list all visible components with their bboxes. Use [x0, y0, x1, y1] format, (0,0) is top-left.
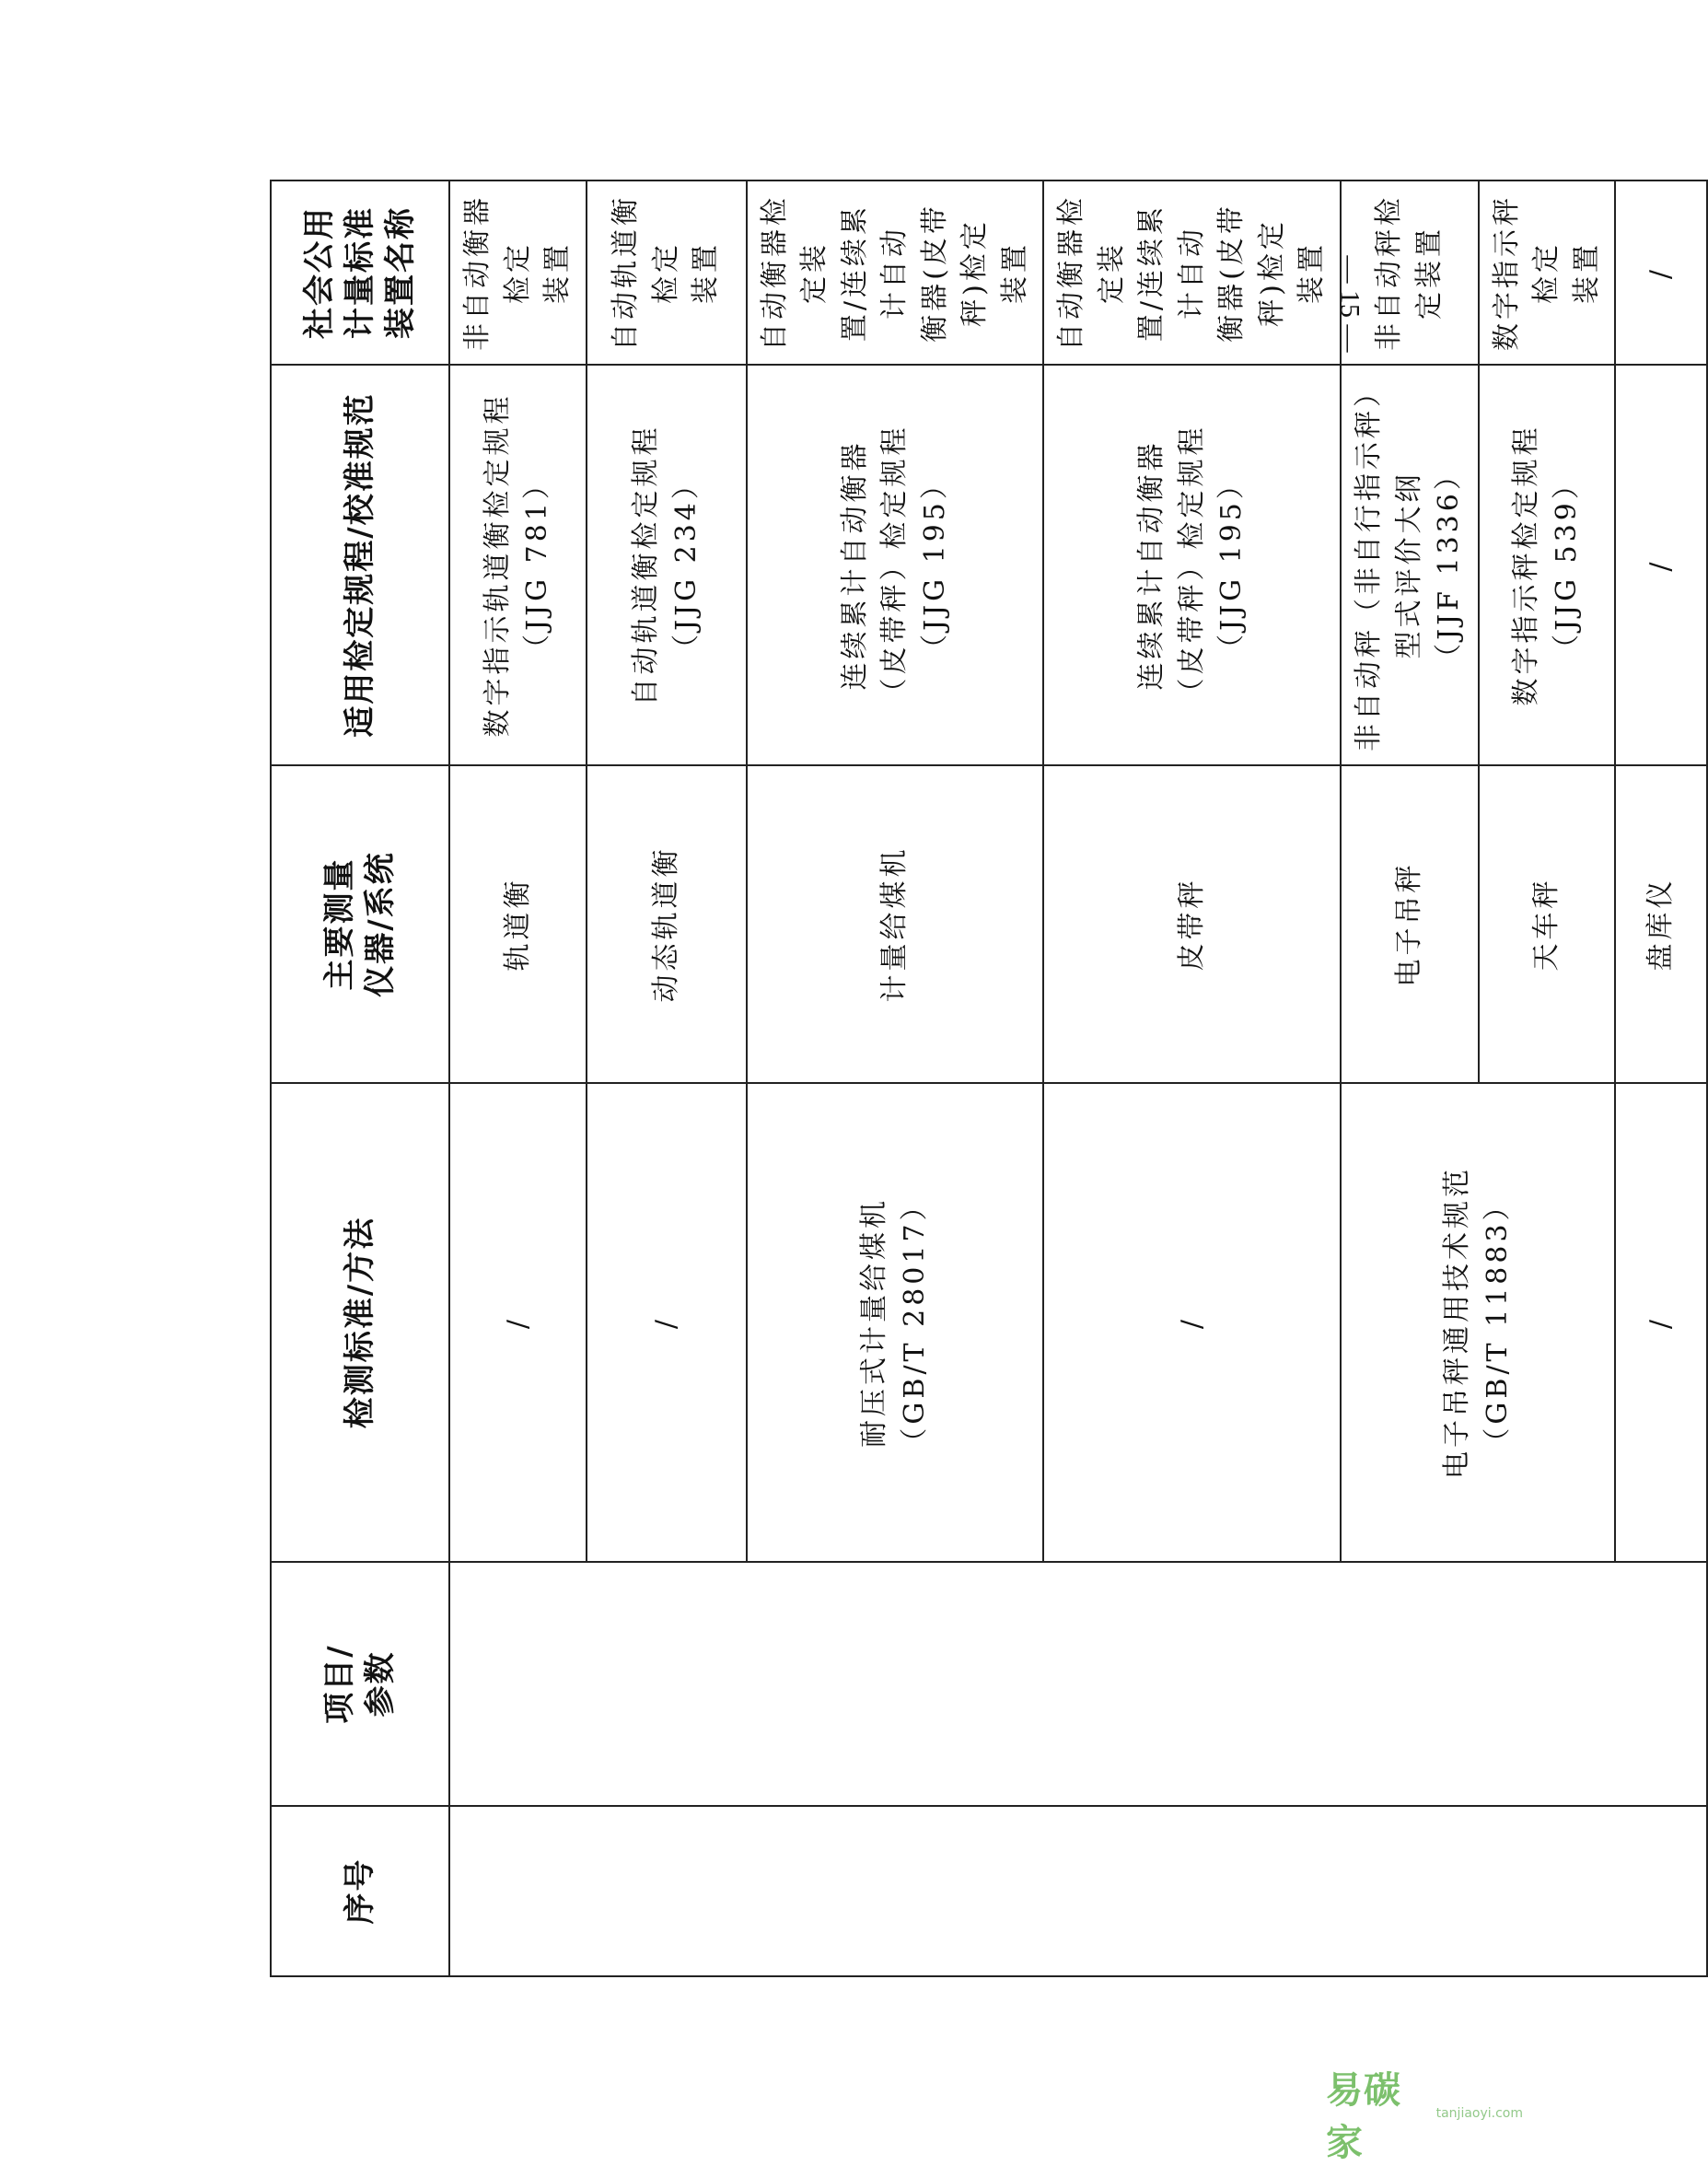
- instrument-cell: 动态轨道衡: [587, 765, 747, 1083]
- standard-cell: 自动轨道衡检定 装置: [587, 180, 747, 365]
- watermark-mark: 易碳家: [1326, 2069, 1401, 2164]
- param-cell: [449, 1562, 1707, 1806]
- regulation-cell: 连续累计自动衡器 （皮带秤）检定规程 （JJG 195）: [1043, 365, 1341, 765]
- regulation-cell: 数字指示轨道衡检定规程 （JJG 781）: [449, 365, 587, 765]
- method-cell: /: [449, 1083, 587, 1562]
- standard-cell: 自动衡器检定装 置/连续累计自动 衡器(皮带秤)检定 装置: [747, 180, 1044, 365]
- spec-table: [270, 180, 1708, 1977]
- standard-cell: 非自动衡器检定 装置: [449, 180, 587, 365]
- standard-cell: 数字指示秤检定 装置: [1479, 180, 1616, 365]
- instrument-cell: 天车秤: [1479, 765, 1616, 1083]
- regulation-cell: 非自动秤（非自行指示秤） 型式评价大纲 （JJF 1336）: [1341, 365, 1479, 765]
- method-cell: 耐压式计量给煤机 （GB/T 28017）: [747, 1083, 1044, 1562]
- method-cell: /: [1615, 1083, 1707, 1562]
- table-row: [449, 180, 587, 1976]
- instrument-cell: 盘库仪: [1615, 765, 1707, 1083]
- standard-cell: /: [1615, 180, 1707, 365]
- table-header-row: [271, 180, 449, 1976]
- regulation-cell: 连续累计自动衡器 （皮带秤）检定规程 （JJG 195）: [747, 365, 1044, 765]
- header-instrument: 主要测量 仪器/系统: [271, 765, 449, 1083]
- standard-cell: 自动衡器检定装 置/连续累计自动 衡器(皮带秤)检定 装置: [1043, 180, 1341, 365]
- method-cell: /: [587, 1083, 747, 1562]
- seq-cell: [449, 1806, 1707, 1976]
- header-standard: 社会公用计量标准 装置名称: [271, 180, 449, 365]
- header-method: 检测标准/方法: [271, 1083, 449, 1562]
- instrument-cell: 轨道衡: [449, 765, 587, 1083]
- standard-cell: 非自动秤检定装置: [1341, 180, 1479, 365]
- watermark-domain: tanjiaoyi.com: [1435, 2106, 1523, 2121]
- regulation-cell: 自动轨道衡检定规程 （JJG 234）: [587, 365, 747, 765]
- watermark-logo: [1326, 2069, 1523, 2164]
- regulation-cell: /: [1615, 365, 1707, 765]
- header-param: 项目/ 参数: [271, 1562, 449, 1806]
- instrument-cell: 电子吊秤: [1341, 765, 1479, 1083]
- method-cell: 电子吊秤通用技术规范 （GB/T 11883）: [1341, 1083, 1616, 1562]
- header-seq: 序号: [271, 1806, 449, 1976]
- instrument-cell: 皮带秤: [1043, 765, 1341, 1083]
- method-cell: /: [1043, 1083, 1341, 1562]
- regulation-cell: 数字指示秤检定规程 （JJG 539）: [1479, 365, 1616, 765]
- instrument-cell: 计量给煤机: [747, 765, 1044, 1083]
- page-number: — 15 —: [1334, 255, 1365, 353]
- header-regulation: 适用检定规程/校准规范: [271, 365, 449, 765]
